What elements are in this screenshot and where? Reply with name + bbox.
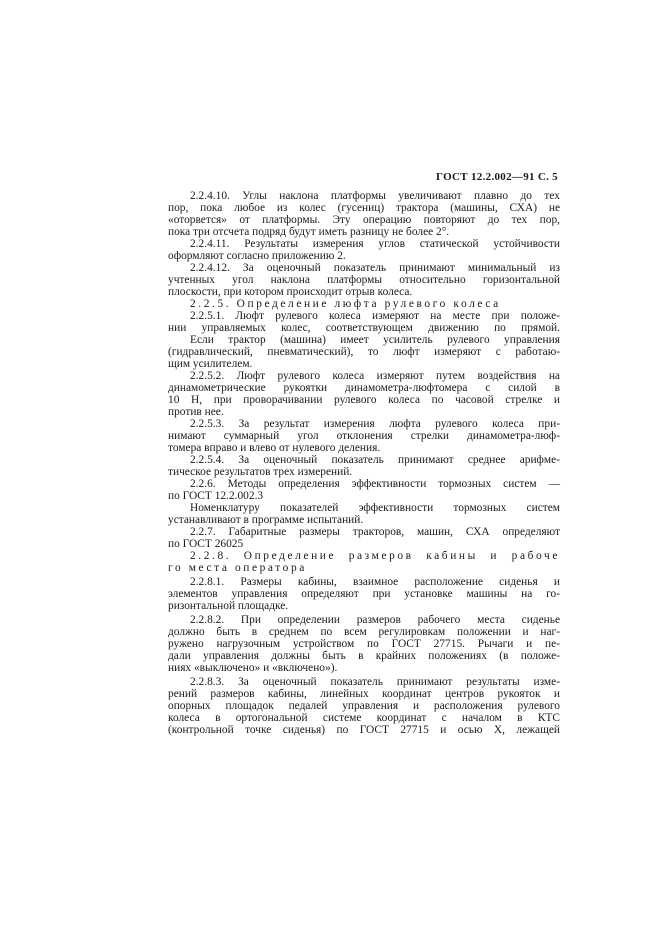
text-line: 2.2.7. Габаритные размеры тракторов, машин, СХА определяют: [190, 526, 560, 538]
text-line: пока три отсчета подряд будут иметь разницу не более 2°.: [168, 226, 450, 238]
text-line: плоскости, при котором происходит отрыв колеса.: [168, 286, 413, 298]
paragraph: [168, 526, 560, 550]
text-line: (контрольной точке сиденья) по ГОСТ 27715 и осью X, лежащей: [168, 724, 560, 736]
text-line: устанавливают в программе испытаний.: [168, 514, 364, 526]
text-line: 10 Н, при проворачивании рулевого колеса по часовой стрелке и: [168, 394, 560, 406]
text-line: 2.2.5.3. За результат измерения люфта рулевого колеса при-: [190, 418, 560, 430]
text-line: пор, пока любое из колес (гусениц) трактора (машины, СХА) не: [168, 202, 560, 214]
text-line: (гидравлический, пневматический), то люфт измеряют с работаю-: [168, 346, 560, 358]
text-line: колеса в ортогональной системе координат с началом в КТС: [168, 712, 560, 724]
paragraph: [168, 310, 560, 334]
paragraph: [168, 238, 560, 262]
text-line: «оторвется» от платформы. Эту операцию повторяют до тех пор,: [168, 214, 560, 226]
text-line: должно быть в среднем по всем регулировкам положении и наг-: [168, 626, 560, 638]
text-line: дали управления должны быть в крайних положениях (в положе-: [168, 650, 560, 662]
text-line: Если трактор (машина) имеет усилитель рулевого управления: [190, 334, 560, 346]
paragraph: [168, 262, 560, 298]
text-line: 2.2.8. Определение размеров кабины и рабоче: [190, 550, 560, 562]
text-line: нимают суммарный угол отклонения стрелки динамометра-люф-: [168, 430, 560, 442]
text-line: Номенклатуру показателей эффективности тормозных систем: [190, 502, 560, 514]
text-line: тическое результатов трех измерений.: [168, 466, 353, 478]
section-heading: [168, 550, 560, 574]
text-line: 2.2.5.2. Люфт рулевого колеса измеряют путем воздействия на: [190, 370, 560, 382]
text-line: 2.2.5. Определение люфта рулевого колеса: [190, 298, 501, 310]
text-line: 2.2.6. Методы определения эффективности тормозных систем —: [190, 478, 560, 490]
text-line: 2.2.4.11. Результаты измерения углов статической устойчивости: [190, 238, 560, 250]
page-header: ГОСТ 12.2.002—91 С. 5: [436, 171, 558, 183]
paragraph: [168, 614, 560, 674]
section-heading: [168, 298, 560, 310]
text-line: го места оператора: [168, 562, 307, 574]
text-line: против нее.: [168, 406, 224, 418]
text-line: рений размеров кабины, линейных координат центров рукояток и: [168, 688, 560, 700]
paragraph: [168, 334, 560, 370]
text-line: томера вправо и влево от нулевого деления.: [168, 442, 381, 454]
text-line: ружено нагрузочным устройством по ГОСТ 27715. Рычаги и пе-: [168, 638, 560, 650]
text-line: 2.2.5.4. За оценочный показатель принимают среднее арифме-: [190, 454, 560, 466]
paragraph: [168, 418, 560, 454]
text-line: ниях «выключено» и «включено»).: [168, 662, 338, 674]
text-line: щим усилителем.: [168, 358, 253, 370]
paragraph: [168, 370, 560, 418]
text-line: по ГОСТ 26025: [168, 538, 244, 550]
text-line: по ГОСТ 12.2.002.3: [168, 490, 264, 502]
paragraph: [168, 478, 560, 502]
paragraph: [168, 576, 560, 612]
paragraph: [168, 454, 560, 478]
text-line: нии управляемых колес, соответствующем движению по прямой.: [168, 322, 560, 334]
paragraph: [168, 502, 560, 526]
document-body: [168, 190, 560, 736]
text-line: 2.2.4.12. За оценочный показатель принимают минимальный из: [190, 262, 560, 274]
text-line: 2.2.5.1. Люфт рулевого колеса измеряют на месте при положе-: [190, 310, 560, 322]
text-line: ризонтальной площадке.: [168, 600, 289, 612]
paragraph: [168, 676, 560, 736]
text-line: элементов управления определяют при установке машины на го-: [168, 588, 560, 600]
text-line: 2.2.8.1. Размеры кабины, взаимное расположение сиденья и: [190, 576, 560, 588]
paragraph: [168, 190, 560, 238]
text-line: 2.2.4.10. Углы наклона платформы увеличивают плавно до тех: [190, 190, 560, 202]
text-line: динамометрические рукоятки динамометра-люфтомера с силой в: [168, 382, 560, 394]
text-line: опорных площадок педалей управления и расположения рулевого: [168, 700, 560, 712]
text-line: 2.2.8.2. При определении размеров рабочего места сиденье: [190, 614, 560, 626]
text-line: 2.2.8.3. За оценочный показатель принимают результаты изме-: [190, 676, 560, 688]
text-line: учтенных угол наклона платформы относительно горизонтальной: [168, 274, 560, 286]
text-line: оформляют согласно приложению 2.: [168, 250, 346, 262]
